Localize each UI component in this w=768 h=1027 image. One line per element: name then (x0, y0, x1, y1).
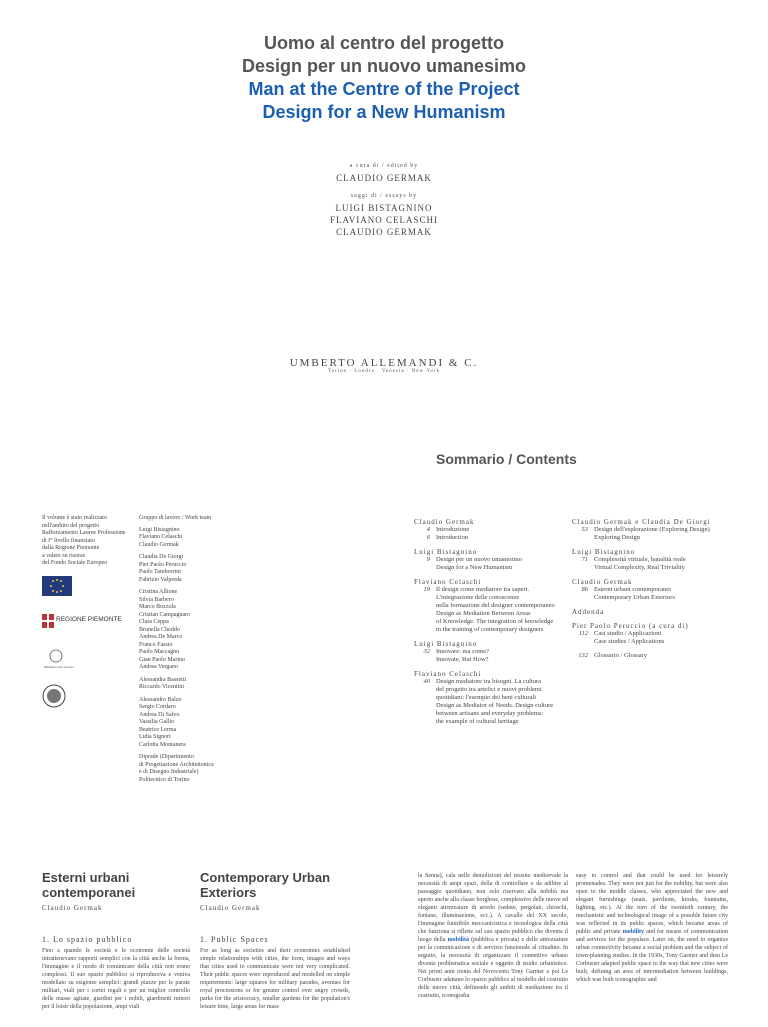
work-team-member: Claudia De Giorgi (139, 554, 184, 560)
toc-entry-title: Design mediatore tra bisogni. La cultura (436, 678, 542, 685)
toc-entry[interactable] (414, 626, 574, 634)
toc-entry-title: Design as Mediation Between Areas (436, 610, 531, 617)
toc-entry-title: of Knowledge. The integration of knowledge (436, 618, 554, 625)
toc-entry[interactable] (414, 656, 574, 664)
toc-page-number (414, 626, 436, 634)
toc-page-number: 53 (581, 526, 588, 533)
toc-section (414, 640, 574, 664)
article-col-it (42, 935, 190, 1027)
work-team-member: e di Disegno Industriale) (139, 769, 199, 775)
toc-entry-title: Design dell'esplorazione (Exploring Design) (594, 526, 710, 533)
regione-logo-text: REGIONE PIEMONTE (56, 616, 122, 623)
toc-entry-title: L'integrazione delle conoscenze (436, 594, 520, 601)
toc-entry-title: Virtual Complexity, Real Triviality (594, 564, 685, 571)
regione-piemonte-logo (42, 612, 122, 634)
essays-by-label: saggi di / essays by (350, 193, 418, 199)
toc-entry[interactable] (572, 652, 752, 660)
toc-section (414, 670, 574, 726)
toc-entry-title: Design as Mediator of Needs. Design culture (436, 702, 554, 709)
toc-section (414, 578, 574, 634)
title-en-line: Contemporary Urban (200, 870, 331, 885)
title-en-line2: Design for a New Humanism (262, 102, 506, 122)
toc-entry-title: Introduction (436, 534, 469, 541)
toc-right-column (572, 512, 752, 666)
toc-section (414, 518, 574, 542)
toc-page-number: 40 (423, 678, 430, 685)
toc-entry[interactable] (414, 526, 574, 534)
toc-section (572, 578, 752, 602)
toc-entry-title: in the training of contemporary designers (436, 626, 544, 633)
seal-logo (42, 684, 72, 706)
toc-section (572, 652, 752, 660)
work-team-groups (139, 527, 259, 785)
toc-entry[interactable] (414, 534, 574, 542)
article-author: Claudio Germak (42, 904, 103, 912)
toc-entry[interactable] (572, 594, 752, 602)
work-team (139, 515, 259, 789)
toc-author: Pier Paolo Peruccio (a cura di) (572, 622, 689, 630)
toc-entry-title: nella formazione del designer contemporaneo (436, 602, 555, 609)
work-team-member: Carlotta Montanera (139, 741, 186, 748)
essayist-name: LUIGI BISTAGNINO (335, 203, 433, 213)
toc-entry-title: Complessità virtuale, banalità reale (594, 556, 686, 563)
title-block (0, 32, 768, 124)
work-team-member: Riccardo Vicentini (139, 684, 185, 690)
toc-entry-title: Il design come mediatore tra saperi. (436, 586, 530, 593)
article-col-en (200, 935, 350, 1027)
article-it-header (42, 870, 182, 912)
toc-entry[interactable] (414, 586, 574, 594)
note-line: dalla Regione Piemonte (42, 545, 100, 551)
note-line: del Fondo Sociale Europeo (42, 560, 108, 566)
funding-note (42, 515, 127, 568)
toc-entry-title: Casi studio / Applicazioni (594, 630, 662, 637)
toc-entry-title: Exploring Design (594, 534, 641, 541)
toc-entry-title: Glossario / Glossary (594, 652, 648, 659)
toc-page-number (414, 702, 436, 710)
publisher-name: UMBERTO ALLEMANDI & C. (289, 357, 479, 369)
note-line: a valere su risorse (42, 552, 86, 559)
toc-entry[interactable] (414, 564, 574, 572)
work-team-member: Sergio Cordaro (139, 704, 176, 710)
title-it-line: Esterni urbani (42, 870, 130, 885)
note-line: Rafforzamento Lauree Professione (42, 530, 126, 536)
toc-entry[interactable] (414, 556, 574, 564)
article-col-it-cont (418, 872, 568, 1022)
title-en-line1: Man at the Centre of the Project (248, 79, 520, 99)
toc-page-number (572, 594, 594, 602)
work-team-member: Franco Fassio (139, 641, 173, 648)
work-team-member: Andrea Di Salvo (139, 711, 180, 718)
body-text: easy to control and that could be used for leisurely promenades. They were not just for the nobility, but were also open to the middle classes, who appreciated the new and elegant furnishings (seats, pavilions, kiosks, fountains, lighting, etc.). At the turn of the twentieth century, the mechanistic and technological image of a possible future city was reflected in its public spaces, which became areas of public and private (576, 873, 728, 935)
toc-page-number: 4 (426, 526, 430, 533)
toc-entry-title: between artisans and everyday problems: (436, 710, 544, 717)
toc-page-number: 71 (581, 556, 588, 563)
article-title-en (200, 870, 360, 900)
work-team-member: Clara Ceppa (139, 619, 169, 625)
section-heading: 1. Public Spaces (200, 935, 269, 944)
toc-entry[interactable] (572, 564, 752, 572)
toc-section (572, 622, 752, 646)
work-team-member: Fabrizio Valpreda (139, 576, 182, 583)
toc-author: Claudio Germak (414, 518, 475, 526)
note-line: Il volume è stato realizzato (42, 515, 107, 521)
contents-heading: Sommario / Contents (436, 451, 577, 467)
body-text: (pubblica e privata) e delle attrezzature per la comunicazione e di servizio funzionale al cittadino. In seguito, la necessità di organizzare il connettivo urbano diventa problematica sociale e oggetto di studio urbanistico. Nei primi anni trenta del Novecento Tony Garnier e poi Le Corbusier adattano lo spazio pubblico al modello del costruito delle nuove città, definendo gli ambiti di mediazione tra il costruito, iconografia (418, 937, 569, 999)
highlight-term: mobilità (447, 937, 469, 943)
toc-entry-title: Introduzione (436, 526, 470, 533)
toc-page-number (572, 564, 594, 572)
toc-entry-title: the example of cultural heritage (436, 718, 519, 725)
toc-entry[interactable] (572, 586, 752, 594)
toc-entry[interactable] (572, 556, 752, 564)
toc-page-number (572, 638, 594, 646)
work-team-member: Andrea Vergano (139, 664, 178, 670)
title-it-line2: Design per un nuovo umanesimo (241, 56, 527, 76)
toc-entry-title: Innovate, But How? (436, 656, 489, 663)
toc-page-number (414, 594, 436, 602)
toc-author: Flaviano Celaschi (414, 578, 482, 586)
edited-by-label: a cura di / edited by (349, 163, 419, 169)
toc-entry-title: Esterni urbani contemporanei (594, 586, 671, 593)
body-text: For as long as societies and their economies established simple relationships with cities, the form, images and ways that cities used to communicate were not very complicated. Their public spaces were reproduced and modelled on simple requirements: large squares for military parades, avenues for royal processions or for greater control over angry crowds, parks for the aristocracy, smaller gardens for the population's leisure time, large areas for mass (200, 948, 350, 1010)
toc-author: Luigi Bistagnino (414, 548, 478, 556)
title-en-line: Exteriors (200, 885, 257, 900)
toc-author: Claudio Germak e Claudia De Giorgi (572, 518, 711, 526)
work-team-member: Marco Bozzola (139, 604, 176, 610)
toc-page-number (414, 694, 436, 702)
toc-entry[interactable] (414, 610, 574, 618)
work-team-heading: Gruppo di lavoro / Work team (139, 515, 212, 521)
work-team-member: Diprade (Dipartimento (139, 754, 194, 760)
toc-section (572, 548, 752, 572)
toc-section (572, 518, 752, 542)
toc-entry[interactable] (572, 638, 752, 646)
title-it-line1: Uomo al centro del progetto (263, 33, 504, 53)
note-line: nell'ambito del progetto (42, 522, 100, 529)
toc-page-number (414, 618, 436, 626)
toc-page-number (572, 534, 594, 542)
essayist-name: FLAVIANO CELASCHI (329, 215, 439, 225)
work-team-member: Beatrice Lerma (139, 726, 177, 733)
toc-entry[interactable] (572, 534, 752, 542)
toc-page-number (414, 610, 436, 618)
toc-page-number (414, 686, 436, 694)
work-team-member: Flaviano Celaschi (139, 534, 183, 540)
toc-entry[interactable] (414, 702, 574, 710)
work-team-member: Alessandro Balzo (139, 696, 182, 703)
toc-author: Luigi Bistagnino (572, 548, 636, 556)
toc-page-number (414, 602, 436, 610)
toc-page-number: 112 (578, 630, 588, 637)
toc-entry-title: del progetto tra artefici e nuovi problemi (436, 686, 542, 693)
work-team-member: Alessandra Bassetti (139, 676, 187, 683)
work-team-member: di Progettazione Architettonica (139, 761, 214, 768)
toc-author: Luigi Bistagnino (414, 640, 478, 648)
work-team-member: Gian Paolo Marino (139, 656, 185, 663)
note-line: di I° livello finanziato (42, 537, 95, 544)
toc-page-number (414, 718, 436, 726)
toc-entry-title: Innovare: ma come? (436, 648, 490, 655)
toc-entry[interactable] (572, 630, 752, 638)
toc-entry-title: Case studies / Applications (594, 638, 665, 645)
toc-page-number (414, 564, 436, 572)
title-it-line: contemporanei (42, 885, 136, 900)
toc-entry[interactable] (414, 602, 574, 610)
toc-page-number: 86 (581, 586, 588, 593)
article-author: Claudio Germak (200, 904, 261, 912)
work-team-group (139, 589, 259, 672)
work-team-group (139, 554, 259, 584)
work-team-member: Brunella Cheddo (139, 626, 180, 633)
body-text: la Senna), cala nelle demolizioni del tessuto medioevale la necessità di ampi spazi, della di controllare e da adibire al passaggio quotidiano, non solo riservato alla nobiltà ma aperto anche alla classe borghese, complessivo delle nuove ed eleganti attrezzature di arredo (sedute, pergolati, chioschi, fontane, illuminazione, ecc.). A cavallo del XX secolo, l'immagine futuribile meccanicistica e tecnologica della città che funziona si riflette sul suo spazio pubblico che diventa il luogo della (418, 873, 568, 943)
essayist-name: CLAUDIO GERMAK (336, 227, 432, 237)
toc-author: Addenda (572, 608, 605, 616)
toc-page-number: 132 (578, 652, 588, 659)
toc-entry[interactable] (572, 526, 752, 534)
work-team-member: Vassilia Gallio (139, 719, 175, 725)
toc-page-number (414, 656, 436, 664)
ministero-logo (42, 648, 72, 670)
credits-essays (0, 190, 768, 238)
toc-entry[interactable] (414, 694, 574, 702)
publisher-cities: Torino · Londra · Venezia · New York (327, 369, 441, 374)
toc-entry[interactable] (414, 718, 574, 726)
highlight-term: mobility (622, 929, 645, 935)
toc-entry-title: Design per un nuovo umanesimo (436, 556, 522, 563)
toc-entry-title: Contemporary Urban Exteriors (594, 594, 675, 601)
editor-name: CLAUDIO GERMAK (336, 173, 432, 183)
toc-entry[interactable] (414, 618, 574, 626)
ministero-logo-text: Ministero del Lavoro (44, 665, 74, 669)
section-heading: 1. Lo spazio pubblico (42, 935, 133, 944)
work-team-member: Paolo Maccagno (139, 649, 180, 655)
eu-flag-logo (42, 576, 72, 598)
work-team-member: Andrea De Marco (139, 634, 183, 640)
toc-author: Flaviano Celaschi (414, 670, 482, 678)
work-team-member: Pier Paolo Peruccio (139, 561, 187, 568)
toc-entry-title: quotidiani: l'esempio dei beni culturali (436, 694, 537, 701)
work-team-member: Luigi Bistagnino (139, 526, 180, 533)
toc-page-number (414, 710, 436, 718)
work-team-member: Claudio Germak (139, 541, 179, 548)
toc-entry[interactable] (414, 710, 574, 718)
work-team-member: Silvia Barbero (139, 596, 174, 603)
work-team-group (139, 677, 259, 692)
sponsor-logos (42, 576, 122, 720)
article-title-it (42, 870, 182, 900)
work-team-member: Lidia Signori (139, 734, 171, 740)
toc-section (414, 548, 574, 572)
toc-page-number: 9 (426, 556, 430, 563)
credits-edited (0, 160, 768, 184)
toc-entry-title: Design for a New Humanism (436, 564, 513, 571)
work-team-member: Cristina Allione (139, 589, 178, 595)
article-en-header (200, 870, 360, 912)
toc-entry[interactable] (414, 594, 574, 602)
work-team-group (139, 527, 259, 550)
toc-page-number: 32 (423, 648, 430, 655)
toc-entry[interactable] (414, 686, 574, 694)
article-col-en-cont (576, 872, 728, 1022)
work-team-group (139, 754, 259, 784)
work-team-member: Cristian Campagnaro (139, 611, 191, 618)
toc-entry[interactable] (414, 678, 574, 686)
work-team-group (139, 697, 259, 750)
body-text: Fino a quando le società e le economie delle società intrattenevano rapporti semplici con la città anche la forma, l'immagine e il modo di comunicare della città non erano complessi. Il suo spazio pubblico si riproduceva e veniva modellato su esigenze semplici: grandi piazze per le parate militari, viali per i cortei regali e per un miglior controllo delle masse agitate, giardini per i nobili, giardinetti minori per il loisir della popolazione, ampi viali (42, 948, 190, 1010)
body-text: and for means of communication and services for the populace. Later on, the need to organize urban connectivity became a social problem and the subject of town-planning studies. In the 1930s, Tony Garnier and then Le Corbusier adapted public space to the way that new cities were built, defining an area of intermediation between buildings, which was both iconographic and (576, 929, 729, 983)
toc-section (572, 608, 752, 616)
toc-left-column (414, 512, 574, 732)
work-team-member: Paolo Tamborrini (139, 569, 181, 575)
toc-entry[interactable] (414, 648, 574, 656)
toc-page-number: 19 (423, 586, 430, 593)
toc-author: Claudio Germak (572, 578, 633, 586)
work-team-member: Politecnico di Torino (139, 776, 190, 783)
toc-page-number: 6 (426, 534, 430, 541)
